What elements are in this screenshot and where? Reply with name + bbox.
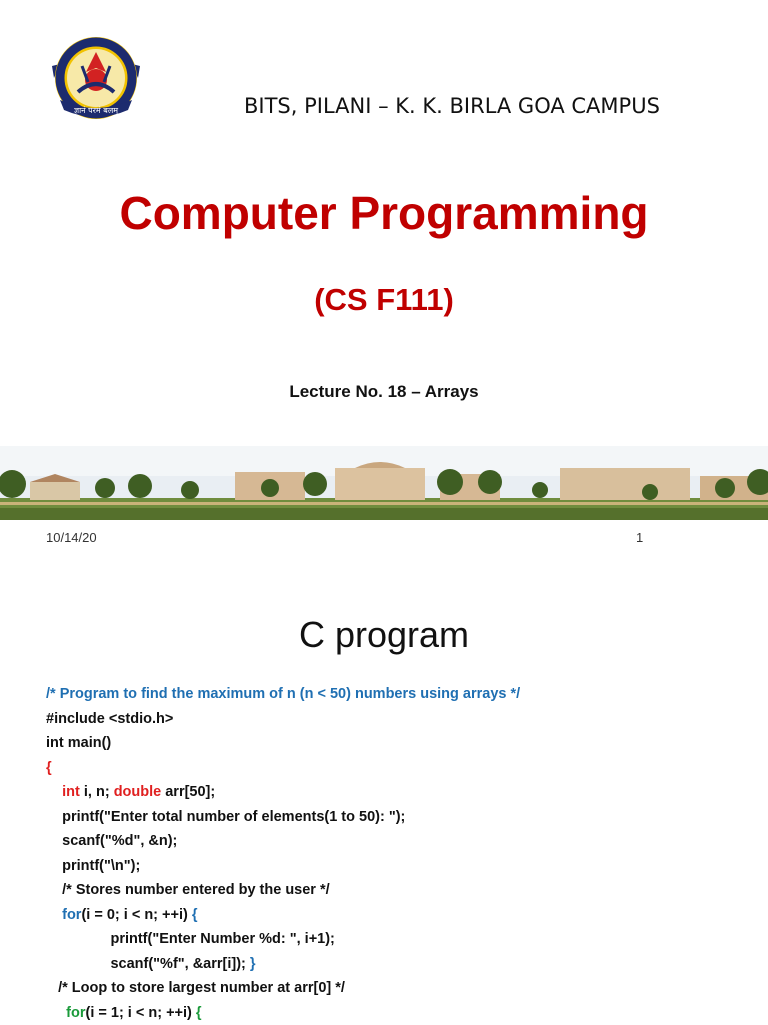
code-token: double bbox=[114, 784, 162, 800]
institution-name: BITS, PILANI – K. K. BIRLA GOA CAMPUS bbox=[0, 94, 768, 118]
code-line bbox=[46, 829, 758, 854]
code-token: arr[50]; bbox=[161, 784, 215, 800]
code-token: /* Stores number entered by the user */ bbox=[62, 882, 330, 898]
code-line bbox=[46, 903, 758, 928]
lecture-title: Lecture No. 18 – Arrays bbox=[0, 382, 768, 402]
code-token: printf("Enter Number %d: ", i+1); bbox=[110, 931, 334, 947]
code-token: for bbox=[66, 1005, 85, 1021]
code-line bbox=[46, 878, 758, 903]
code-line bbox=[46, 976, 758, 1001]
code-token: #include <stdio.h> bbox=[46, 711, 173, 727]
code-line bbox=[46, 927, 758, 952]
code-token: scanf("%f", &arr[i]); bbox=[110, 956, 249, 972]
code-token: int main() bbox=[46, 735, 111, 751]
code-token: /* Program to find the maximum of n (n < 50) numbers using arrays */ bbox=[46, 686, 520, 702]
code-token: printf("\n"); bbox=[62, 858, 140, 874]
code-token: int bbox=[62, 784, 80, 800]
slide-page-number: 1 bbox=[636, 530, 643, 545]
code-token: scanf("%d", &n); bbox=[62, 833, 177, 849]
code-line bbox=[46, 756, 758, 781]
code-token: (i = 0; i < n; ++i) bbox=[81, 907, 191, 923]
course-title: Computer Programming bbox=[0, 186, 768, 240]
code-line bbox=[46, 1001, 758, 1025]
code-token: i, n; bbox=[80, 784, 114, 800]
course-code: (CS F111) bbox=[0, 282, 768, 318]
code-line bbox=[46, 952, 758, 977]
slide-2 bbox=[0, 570, 768, 1024]
svg-text:ज्ञानं परमं बलम्: ज्ञानं परमं बलम् bbox=[74, 106, 120, 116]
code-line bbox=[46, 805, 758, 830]
code-listing bbox=[46, 682, 758, 1025]
code-token: } bbox=[250, 956, 256, 972]
code-line bbox=[46, 707, 758, 732]
campus-panorama-image bbox=[0, 446, 768, 520]
code-token: for bbox=[62, 907, 81, 923]
code-line bbox=[46, 731, 758, 756]
code-token: (i = 1; i < n; ++i) bbox=[86, 1005, 196, 1021]
code-token: /* Loop to store largest number at arr[0] */ bbox=[58, 980, 345, 996]
code-token: { bbox=[192, 907, 198, 923]
code-line bbox=[46, 780, 758, 805]
slide-title: C program bbox=[0, 614, 768, 656]
code-token: { bbox=[46, 760, 52, 776]
code-line bbox=[46, 682, 758, 707]
code-token: { bbox=[196, 1005, 202, 1021]
code-token: printf("Enter total number of elements(1 to 50): "); bbox=[62, 809, 405, 825]
code-line bbox=[46, 854, 758, 879]
slide-date: 10/14/20 bbox=[46, 530, 97, 545]
